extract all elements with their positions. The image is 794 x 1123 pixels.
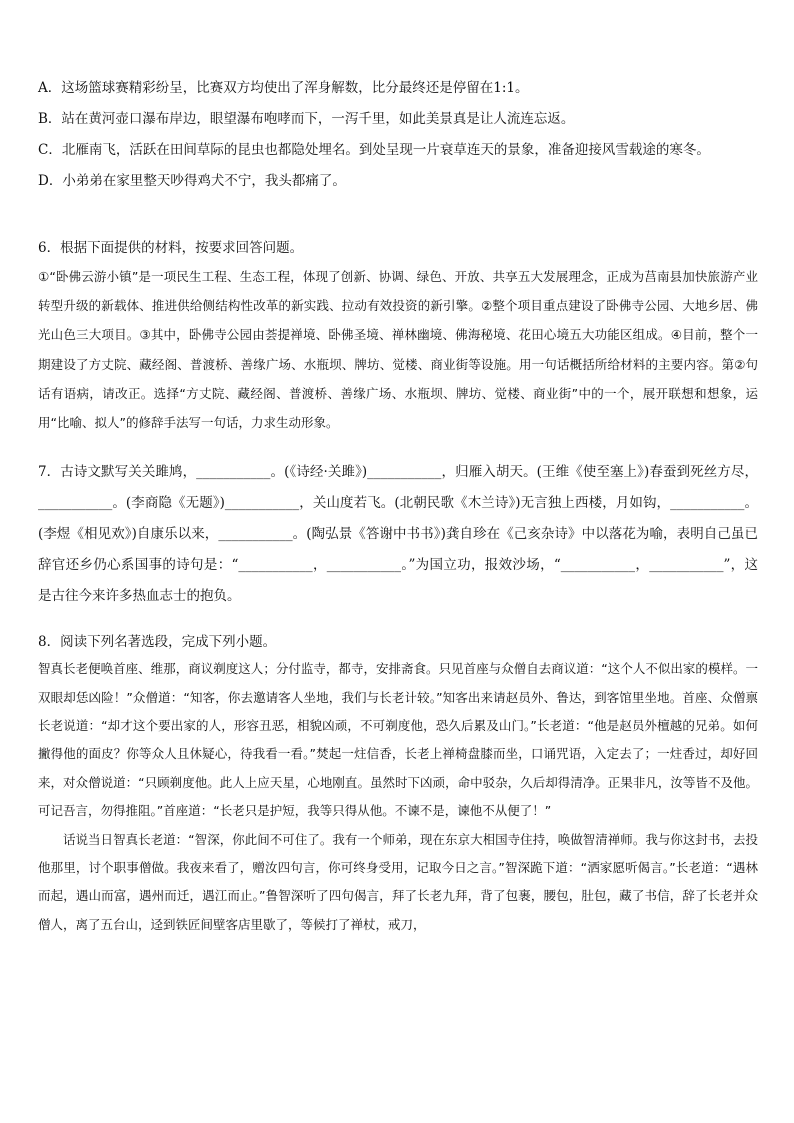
question-7-text: 7．古诗文默写关关雎鸠，___________。(《诗经·关雎》)___________，归雁入胡天。(王维《使至塞上》)春蚕到死丝方尽，___________。(李商隐《无题》)___________，关山度若飞。(北朝民歌《木兰诗》)无言独上西楼，月如钩，___________。(李煜《相见欢》)自康乐以来，___________。(陶弘景《答谢中书书》)龚自珍在《己亥杂诗》中以落花为喻，表明自己虽已辞官还乡仍心系国事的诗句是：“___________，___________。”为国立功，报效沙场，“___________，___________”，这是古往今来许多热血志士的抱负。 [38, 464, 758, 605]
spacer [38, 612, 758, 632]
question-6-material: ①“卧佛云游小镇”是一项民生工程、生态工程，体现了创新、协调、绿色、开放、共享五大发展理念，正成为莒南县加快旅游产业转型升级的新载体、推进供给侧结构性改革的新实践、拉动有效投资的新引擎。②整个项目重点建设了卧佛寺公园、大地乡居、佛光山色三大项目。③其中，卧佛寺公园由荟提禅境、卧佛圣境、禅林幽境、佛海秘境、花田心境五大功能区组成。④目前，整个一期建设了方丈院、藏经阁、普渡桥、善缘广场、水瓶坝、牌坊、觉楼、商业街等设施。用一句话概括所给材料的主要内容。第②句话有语病，请改正。选择“方丈院、藏经阁、普渡桥、善缘广场、水瓶坝、牌坊、觉楼、商业街”中的一个，展开联想和想象，运用“比喻、拟人”的修辞手法写一句话，力求生动形象。 [38, 269, 758, 431]
exam-page [38, 78, 758, 939]
option-d: D．小弟弟在家里整天吵得鸡犬不宁，我头都痛了。 [38, 173, 346, 189]
spacer [38, 437, 758, 457]
option-a: A．这场篮球赛精彩纷呈，比赛双方均使出了浑身解数，比分最终还是停留在1:1。 [38, 80, 529, 96]
option-b: B．站在黄河壶口瀑布岸边，眼望瀑布咆哮而下，一泻千里，如此美景真是让人流连忘返。 [38, 111, 575, 127]
question-8-heading: 8．阅读下列名著选段，完成下列小题。 [38, 634, 277, 651]
option-c: C．北雁南飞，活跃在田间草际的昆虫也都隐处埋名。到处呈现一片衰草连天的景象，准备迎接风雪载途的寒冬。 [38, 142, 710, 158]
question-6-heading: 6．根据下面提供的材料，按要求回答问题。 [38, 240, 304, 256]
spacer [38, 202, 758, 238]
question-8-passage-2: 话说当日智真长老道：“智深，你此间不可住了。我有一个师弟，现在东京大相国寺住持，唤做智清禅师。我与你这封书，去投他那里，讨个职事僧做。我夜来看了，赠汝四句言，你可终身受用，记取今日之言。”智深跪下道：“洒家愿听偈言。”长老道：“遇林而起，遇山而富，遇州而迁，遇江而止。”鲁智深听了四句偈言，拜了长老九拜，背了包裹，腰包，肚包，藏了书信，辞了长老并众僧人，离了五台山，迳到铁匠间壁客店里歇了，等候打了禅杖，戒刀， [38, 831, 758, 932]
question-8-passage-1: 智真长老便唤首座、维那，商议剃度这人；分付监寺，都寺，安排斋食。只见首座与众僧自去商议道：“这个人不似出家的模样。一双眼却恁凶险！”众僧道：“知客，你去邀请客人坐地，我们与长老计较。”知客出来请赵员外、鲁达，到客馆里坐地。首座、众僧禀长老说道：“却才这个要出家的人，形容丑恶，相貌凶顽，不可剃度他，恐久后累及山门。”长老道：“他是赵员外檀越的兄弟。如何撇得他的面皮？你等众人且休疑心，待我看一看。”焚起一炷信香，长老上禅椅盘膝而坐，口诵咒语，入定去了；一炷香过，却好回来，对众僧说道：“只顾剃度他。此人上应天星，心地刚直。虽然时下凶顽，命中驳杂，久后却得清净。正果非凡，汝等皆不及他。可记吾言，勿得推阻。”首座道：“长老只是护短，我等只得从他。不谏不是，谏他不从便了！” [38, 661, 758, 819]
